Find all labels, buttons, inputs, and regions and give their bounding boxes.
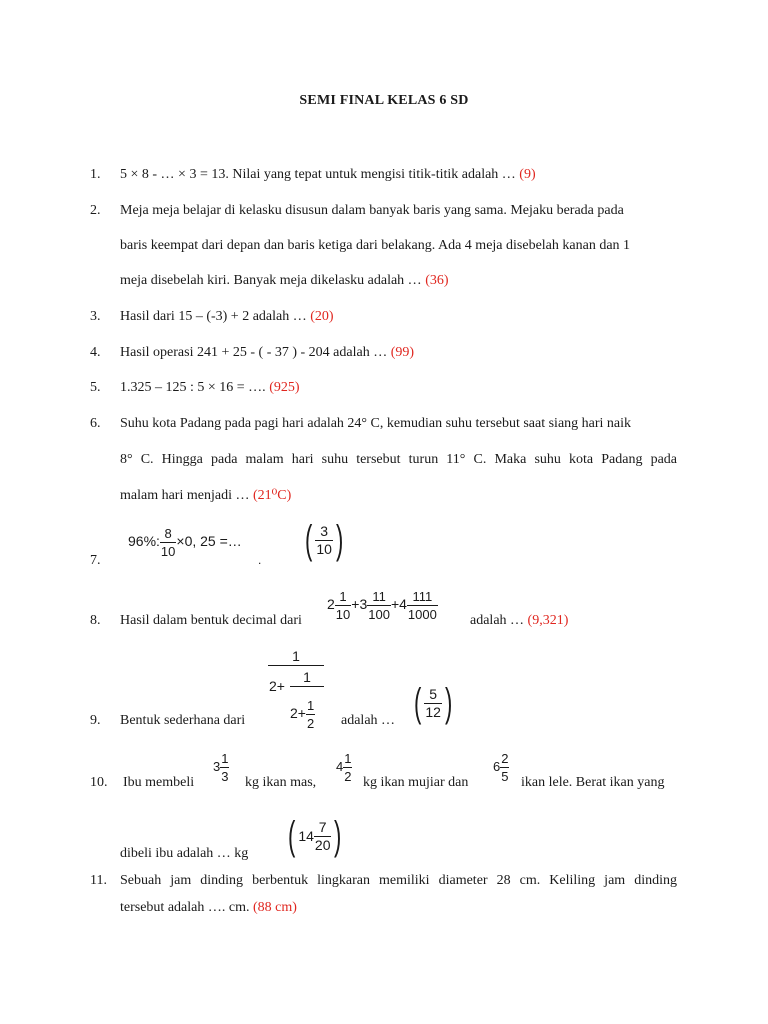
- right-paren: ): [444, 681, 453, 725]
- question-text: meja disebelah kiri. Banyak meja dikelasku adalah …: [120, 273, 426, 288]
- whole: 14: [298, 828, 314, 844]
- question-number: 9.: [90, 713, 101, 728]
- mixed-number: [213, 750, 229, 785]
- question-number: 10.: [90, 775, 108, 790]
- numerator: 2: [501, 751, 509, 766]
- denominator: 5: [501, 769, 509, 784]
- whole: 3: [213, 758, 221, 774]
- mixed-number-sum: [327, 588, 438, 623]
- fraction: [306, 697, 315, 732]
- denominator: 2: [344, 769, 352, 784]
- question-number: 1.: [90, 167, 101, 182]
- continued-fraction-low: [290, 697, 315, 732]
- whole: +4: [390, 596, 407, 613]
- question-number: 8.: [90, 613, 101, 628]
- denominator: 100: [368, 607, 390, 622]
- question-number: 6.: [90, 416, 101, 431]
- question-10-t4: ikan lele. Berat ikan yang: [521, 775, 665, 790]
- question-11-line-1: Sebuah jam dinding berbentuk lingkaran memiliki diameter 28 cm. Keliling jam dinding: [120, 873, 677, 888]
- numerator: 7: [314, 819, 332, 837]
- question-text: Hasil dari 15 – (-3) + 2 adalah …: [120, 309, 311, 324]
- inner-bar: [290, 686, 324, 687]
- page-title: SEMI FINAL KELAS 6 SD: [299, 93, 469, 108]
- numerator: 1: [335, 588, 351, 606]
- question-number: 11.: [90, 873, 107, 888]
- fraction: [314, 819, 332, 854]
- question-1: [120, 167, 536, 183]
- whole: 4: [336, 758, 344, 774]
- left-paren: (: [413, 681, 422, 725]
- denominator: 12: [425, 703, 441, 720]
- math-text: 96%:: [128, 533, 160, 550]
- denominator: 10: [316, 540, 332, 557]
- question-11-line-2: [120, 900, 297, 916]
- denominator: 3: [221, 769, 229, 784]
- answer: (20): [310, 309, 334, 324]
- fraction: [315, 523, 333, 558]
- question-text: 1.325 – 125 : 5 × 16 = ….: [120, 380, 270, 395]
- question-text: adalah …: [470, 613, 528, 628]
- answer-expression: [411, 683, 455, 723]
- numerator: 3: [315, 523, 333, 541]
- right-paren: ): [334, 814, 342, 858]
- question-9-text: Bentuk sederhana dari: [120, 713, 246, 728]
- question-2-line-3: [120, 273, 449, 289]
- answer: (9,321): [527, 613, 569, 628]
- denominator: 20: [314, 836, 331, 853]
- question-text: 5 × 8 - … × 3 = 13. Nilai yang tepat untuk mengisi titik-titik adalah …: [120, 167, 520, 182]
- denominator: 1000: [407, 607, 437, 622]
- fraction: [367, 588, 391, 623]
- numerator: 11: [367, 588, 391, 606]
- question-number: 2.: [90, 203, 101, 218]
- continued-fraction-mid: [269, 678, 285, 694]
- answer-expression: [285, 816, 345, 856]
- answer: (9): [519, 167, 536, 182]
- question-10-t1: Ibu membeli: [123, 775, 195, 790]
- question-3: [120, 309, 334, 325]
- mixed-number: [336, 750, 352, 785]
- math-text: ×0, 25 =…: [176, 533, 242, 550]
- question-number: 3.: [90, 309, 101, 324]
- question-9-after: adalah …: [341, 713, 396, 728]
- question-2-line-1: Meja meja belajar di kelasku disusun dalam banyak baris yang sama. Mejaku berada pada: [120, 203, 624, 218]
- question-8-text: Hasil dalam bentuk decimal dari: [120, 613, 302, 628]
- numerator: 5: [424, 686, 442, 704]
- inner-numerator: 1: [303, 669, 311, 685]
- math-text: 2+: [269, 678, 285, 694]
- answer: (99): [390, 345, 415, 360]
- fraction: [160, 525, 176, 560]
- question-10-t2: kg ikan mas,: [245, 775, 317, 790]
- whole: 6: [493, 758, 501, 774]
- question-text: Hasil operasi 241 + 25 - ( - 37 ) - 204 adalah …: [120, 345, 391, 360]
- answer: (21⁰C): [252, 488, 292, 503]
- question-2-line-2: baris keempat dari depan dan baris ketiga dari belakang. Ada 4 meja disebelah kanan dan 1: [120, 238, 631, 253]
- fraction: [220, 750, 229, 785]
- fraction: [407, 588, 438, 623]
- numerator: 8: [160, 525, 176, 543]
- mixed-number: [493, 750, 509, 785]
- denominator: 10: [335, 607, 351, 622]
- numerator: 1: [306, 698, 315, 713]
- question-6-line-1: Suhu kota Padang pada pagi hari adalah 24° C, kemudian suhu tersebut saat siang hari naik: [120, 416, 632, 431]
- math-text: 2+: [290, 705, 306, 722]
- question-5: [120, 380, 300, 396]
- question-number: 5.: [90, 380, 101, 395]
- fraction: [500, 750, 509, 785]
- answer: (36): [425, 273, 449, 288]
- answer-expression: [302, 520, 346, 560]
- question-6-line-2: 8° C. Hingga pada malam hari suhu tersebut turun 11° C. Maka suhu kota Padang pada: [120, 452, 677, 467]
- question-10-t3: kg ikan mujiar dan: [363, 775, 469, 790]
- numerator: 111: [407, 588, 438, 606]
- fraction-bar: [268, 665, 324, 666]
- question-number: 4.: [90, 345, 101, 360]
- fraction: [343, 750, 352, 785]
- answer: (88 cm): [252, 900, 297, 915]
- question-6-line-3: [120, 487, 291, 504]
- numerator: 1: [344, 751, 352, 766]
- continued-fraction-top: 1: [292, 648, 300, 664]
- question-text: tersebut adalah …. cm.: [120, 900, 253, 915]
- answer: (925): [269, 380, 300, 395]
- denominator: 10: [160, 544, 176, 559]
- numerator: 1: [221, 751, 229, 766]
- whole: +3: [351, 596, 368, 613]
- fraction: [335, 588, 351, 623]
- question-text: malam hari menjadi …: [120, 488, 253, 503]
- question-number: 7.: [90, 553, 101, 568]
- denominator: 2: [306, 716, 315, 731]
- question-7-expression: [128, 525, 242, 560]
- fraction: [424, 686, 442, 721]
- right-paren: ): [335, 518, 344, 562]
- dot: .: [258, 553, 262, 567]
- question-4: [120, 345, 414, 361]
- left-paren: (: [304, 518, 313, 562]
- question-8-after: [470, 613, 568, 629]
- question-10-line-2: dibeli ibu adalah … kg: [120, 846, 249, 861]
- whole: 2: [327, 596, 335, 613]
- left-paren: (: [287, 814, 296, 858]
